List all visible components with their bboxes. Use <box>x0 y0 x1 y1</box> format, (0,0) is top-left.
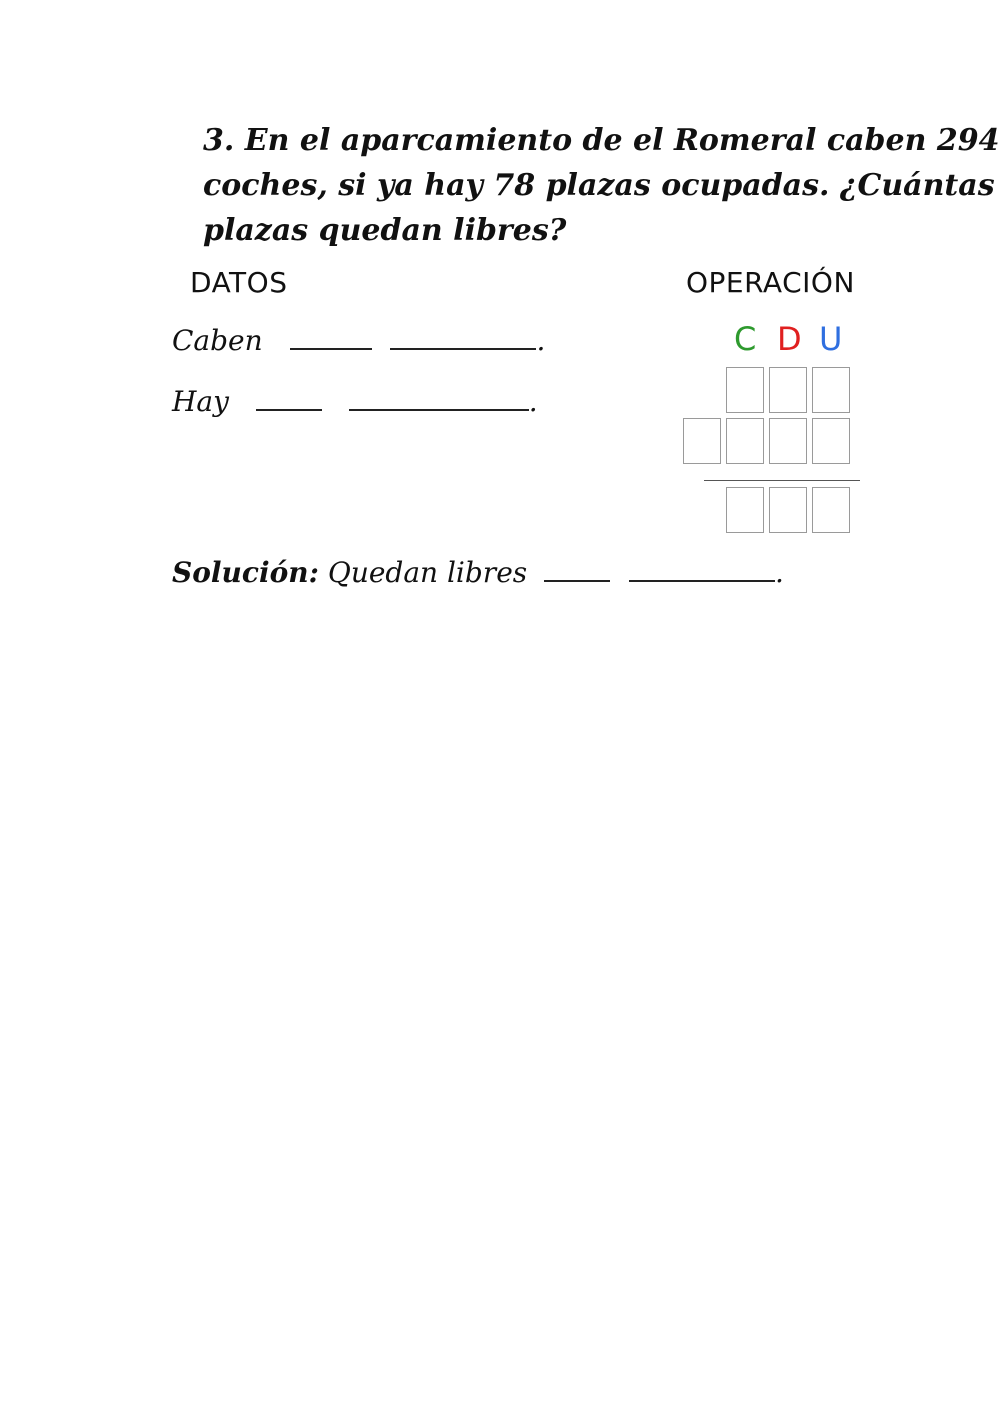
caben-label: Caben <box>172 324 263 357</box>
solution-unit-blank[interactable] <box>629 556 775 582</box>
datos-caben-row <box>172 324 545 357</box>
hay-label: Hay <box>172 385 229 418</box>
hay-unit-blank[interactable] <box>349 385 529 411</box>
subtraction-line <box>704 480 860 481</box>
result-c-box[interactable] <box>726 487 764 533</box>
cdu-u-label: U <box>819 320 843 358</box>
subtrahend-d-box[interactable] <box>769 418 807 464</box>
result-d-box[interactable] <box>769 487 807 533</box>
hay-number-blank[interactable] <box>256 385 322 411</box>
datos-hay-row <box>172 385 538 418</box>
datos-heading: DATOS <box>190 266 288 299</box>
minuend-u-box[interactable] <box>812 367 850 413</box>
cdu-d-label: D <box>777 320 802 358</box>
caben-period: . <box>536 324 546 357</box>
caben-number-blank[interactable] <box>290 324 372 350</box>
problem-line-3: plazas quedan libres? <box>203 213 567 248</box>
problem-line-1: 3. En el aparcamiento de el Romeral caben 294 <box>203 123 1000 158</box>
solution-number-blank[interactable] <box>544 556 610 582</box>
operacion-heading: OPERACIÓN <box>686 266 855 299</box>
sign-box[interactable] <box>683 418 721 464</box>
result-u-box[interactable] <box>812 487 850 533</box>
hay-period: . <box>528 385 538 418</box>
subtrahend-c-box[interactable] <box>726 418 764 464</box>
subtrahend-u-box[interactable] <box>812 418 850 464</box>
solution-row <box>172 556 784 589</box>
minuend-d-box[interactable] <box>769 367 807 413</box>
problem-line-2: coches, si ya hay 78 plazas ocupadas. ¿Cuántas <box>203 168 995 203</box>
solution-period: . <box>774 556 784 589</box>
cdu-c-label: C <box>734 320 757 358</box>
problem-statement <box>203 118 1000 253</box>
solution-text: Quedan libres <box>327 556 528 589</box>
caben-unit-blank[interactable] <box>390 324 536 350</box>
solution-label: Solución: <box>172 556 319 589</box>
minuend-c-box[interactable] <box>726 367 764 413</box>
